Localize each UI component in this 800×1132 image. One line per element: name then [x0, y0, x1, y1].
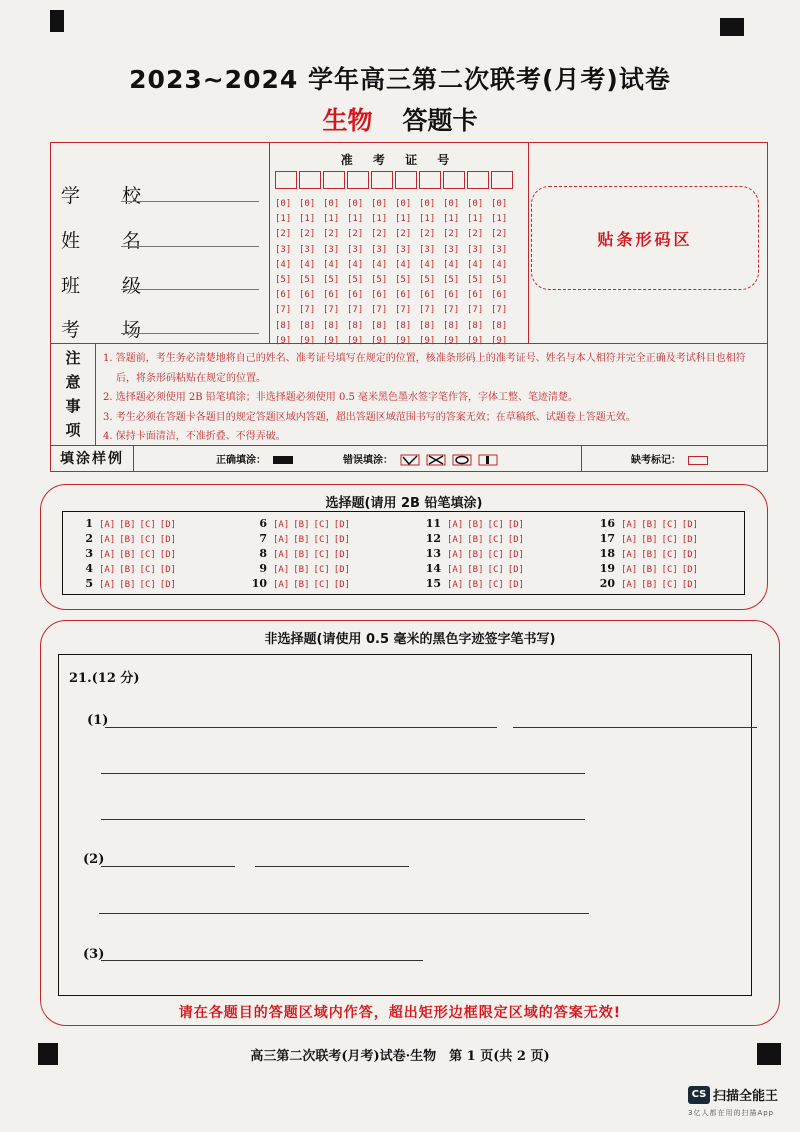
digit-bubble[interactable]: [9]: [491, 335, 508, 346]
option-bubble[interactable]: [C]: [139, 565, 156, 575]
registration-mark-top-left: [50, 10, 64, 32]
digit-bubble[interactable]: [3]: [467, 244, 484, 255]
option-bubble[interactable]: [B]: [293, 580, 310, 590]
option-bubble[interactable]: [B]: [467, 580, 484, 590]
option-bubble[interactable]: [D]: [333, 535, 351, 545]
digit-bubble[interactable]: [2]: [275, 229, 292, 240]
option-bubble[interactable]: [A]: [447, 565, 464, 575]
mc-question: [593, 577, 702, 590]
option-bubble[interactable]: [D]: [681, 520, 699, 530]
option-bubble[interactable]: [B]: [641, 520, 658, 530]
digit-bubble[interactable]: [4]: [299, 259, 316, 270]
scanner-watermark: [688, 1084, 778, 1118]
page-footer: 高三第二次联考(月考)试卷·生物 第 1 页(共 2 页): [250, 1049, 550, 1064]
mc-question: [71, 577, 180, 590]
digit-bubble[interactable]: [3]: [395, 244, 412, 255]
digit-bubble[interactable]: [1]: [467, 214, 484, 225]
mc-question: [419, 517, 528, 530]
option-bubble[interactable]: [D]: [681, 535, 699, 545]
option-bubble[interactable]: [A]: [99, 550, 116, 560]
field-label-school: 学 校: [61, 185, 160, 207]
admission-number-grid: [269, 143, 529, 346]
part-1-label: (1): [87, 713, 109, 728]
digit-bubble[interactable]: [0]: [395, 199, 412, 209]
option-bubble[interactable]: [D]: [507, 580, 525, 590]
option-bubble[interactable]: [A]: [273, 565, 290, 575]
option-bubble[interactable]: [B]: [467, 520, 484, 530]
mc-section-title: 选择题(请用 2B 铅笔填涂): [325, 496, 483, 511]
digit-bubble[interactable]: [7]: [323, 305, 340, 316]
digit-bubble[interactable]: [0]: [491, 199, 508, 209]
digit-bubble[interactable]: [8]: [491, 320, 508, 331]
digit-bubble[interactable]: [1]: [395, 214, 412, 225]
digit-bubble[interactable]: [1]: [371, 214, 388, 225]
admission-digit-box[interactable]: [443, 171, 465, 189]
option-bubble[interactable]: [A]: [447, 550, 464, 560]
barcode-placeholder: 贴条形码区: [531, 186, 759, 290]
option-bubble[interactable]: [A]: [621, 520, 638, 530]
digit-bubble[interactable]: [2]: [395, 229, 412, 240]
field-label-class: 班 级: [61, 275, 160, 297]
digit-bubble[interactable]: [0]: [323, 199, 340, 209]
digit-bubble[interactable]: [1]: [491, 214, 508, 225]
admission-digit-box[interactable]: [467, 171, 489, 189]
option-bubble[interactable]: [C]: [313, 520, 330, 530]
absent-mark-box[interactable]: [688, 456, 708, 465]
digit-bubble[interactable]: [0]: [467, 199, 484, 209]
barcode-area: [527, 143, 767, 343]
digit-bubble[interactable]: [4]: [275, 259, 292, 270]
digit-bubble[interactable]: [9]: [467, 335, 484, 346]
option-bubble[interactable]: [D]: [333, 550, 351, 560]
digit-bubble[interactable]: [0]: [275, 199, 292, 209]
digit-bubble[interactable]: [5]: [371, 275, 388, 286]
admission-digit-box[interactable]: [275, 171, 297, 189]
digit-bubble[interactable]: [5]: [491, 275, 508, 286]
option-bubble[interactable]: [C]: [139, 520, 156, 530]
digit-bubble[interactable]: [7]: [491, 305, 508, 316]
admission-digit-column: [419, 197, 441, 349]
name-input-line[interactable]: [121, 246, 259, 247]
admission-digit-column: [491, 197, 513, 349]
answer-line[interactable]: [105, 727, 497, 728]
option-bubble[interactable]: [A]: [273, 535, 290, 545]
digit-bubble[interactable]: [9]: [275, 335, 292, 346]
admission-digit-column: [323, 197, 345, 349]
digit-bubble[interactable]: [4]: [347, 259, 364, 270]
option-bubble[interactable]: [D]: [681, 565, 699, 575]
digit-bubble[interactable]: [4]: [491, 259, 508, 270]
option-bubble[interactable]: [C]: [139, 580, 156, 590]
digit-bubble[interactable]: [7]: [467, 305, 484, 316]
digit-bubble[interactable]: [1]: [275, 214, 292, 225]
digit-bubble[interactable]: [1]: [299, 214, 316, 225]
camscanner-logo: CS: [688, 1086, 710, 1104]
admission-digit-box[interactable]: [395, 171, 417, 189]
digit-bubble[interactable]: [3]: [443, 244, 460, 255]
option-bubble[interactable]: [B]: [641, 580, 658, 590]
camscanner-name: 扫描全能王: [713, 1089, 779, 1104]
digit-bubble[interactable]: [3]: [323, 244, 340, 255]
page-title: 2023~2024 学年高三第二次联考(月考)试卷: [129, 65, 671, 94]
option-bubble[interactable]: [D]: [507, 550, 525, 560]
digit-bubble[interactable]: [9]: [299, 335, 316, 346]
mc-question: [593, 532, 702, 545]
digit-bubble[interactable]: [8]: [395, 320, 412, 331]
digit-bubble[interactable]: [5]: [395, 275, 412, 286]
option-bubble[interactable]: [A]: [99, 520, 116, 530]
mc-question: [593, 562, 702, 575]
digit-bubble[interactable]: [1]: [323, 214, 340, 225]
digit-bubble[interactable]: [1]: [347, 214, 364, 225]
option-bubble[interactable]: [C]: [139, 535, 156, 545]
digit-bubble[interactable]: [7]: [371, 305, 388, 316]
digit-bubble[interactable]: [8]: [467, 320, 484, 331]
option-bubble[interactable]: [B]: [119, 535, 136, 545]
digit-bubble[interactable]: [5]: [347, 275, 364, 286]
mc-question: [245, 562, 354, 575]
question-number: 6: [259, 517, 267, 530]
digit-bubble[interactable]: [9]: [347, 335, 364, 346]
digit-bubble[interactable]: [8]: [347, 320, 364, 331]
option-bubble[interactable]: [A]: [621, 535, 638, 545]
option-bubble[interactable]: [A]: [99, 580, 116, 590]
digit-bubble[interactable]: [7]: [419, 305, 436, 316]
digit-bubble[interactable]: [2]: [467, 229, 484, 240]
correct-fill-label: 正确填涂：: [216, 451, 293, 466]
digit-bubble[interactable]: [3]: [347, 244, 364, 255]
digit-bubble[interactable]: [6]: [299, 290, 316, 301]
option-bubble[interactable]: [D]: [333, 520, 351, 530]
digit-bubble[interactable]: [2]: [371, 229, 388, 240]
option-bubble[interactable]: [D]: [159, 535, 177, 545]
page-subtitle: [0, 101, 800, 137]
digit-bubble[interactable]: [2]: [419, 229, 436, 240]
answer-area-q21[interactable]: [58, 654, 752, 996]
question-number: 7: [259, 532, 267, 545]
digit-bubble[interactable]: [6]: [323, 290, 340, 301]
digit-bubble[interactable]: [8]: [323, 320, 340, 331]
digit-bubble[interactable]: [5]: [323, 275, 340, 286]
digit-bubble[interactable]: [2]: [347, 229, 364, 240]
digit-bubble[interactable]: [6]: [347, 290, 364, 301]
option-bubble[interactable]: [B]: [119, 520, 136, 530]
mc-question: [71, 562, 180, 575]
admission-digit-column: [347, 197, 369, 349]
option-bubble[interactable]: [B]: [467, 535, 484, 545]
digit-bubble[interactable]: [6]: [419, 290, 436, 301]
option-bubble[interactable]: [D]: [333, 580, 351, 590]
question-number: 15: [425, 577, 441, 590]
absent-mark-label: 缺考标记：: [631, 451, 708, 466]
digit-bubble[interactable]: [4]: [371, 259, 388, 270]
question-number: 11: [425, 517, 441, 530]
option-bubble[interactable]: [C]: [487, 580, 504, 590]
digit-bubble[interactable]: [5]: [443, 275, 460, 286]
digit-bubble[interactable]: [8]: [275, 320, 292, 331]
digit-bubble[interactable]: [3]: [419, 244, 436, 255]
field-label-name: 姓 名: [61, 230, 160, 252]
option-bubble[interactable]: [A]: [621, 580, 638, 590]
question-number: 19: [599, 562, 615, 575]
digit-bubble[interactable]: [0]: [443, 199, 460, 209]
digit-bubble[interactable]: [4]: [443, 259, 460, 270]
option-bubble[interactable]: [B]: [641, 535, 658, 545]
note-item: 3. 考生必须在答题卡各题目的规定答题区域内答题，超出答题区域范围书写的答案无效；在草稿纸、试题卷上答题无效。: [103, 411, 636, 423]
mc-question: [593, 547, 702, 560]
question-number: 5: [85, 577, 93, 590]
question-number: 18: [599, 547, 615, 560]
option-bubble[interactable]: [B]: [467, 550, 484, 560]
notes-list: [103, 349, 763, 447]
option-bubble[interactable]: [A]: [447, 535, 464, 545]
digit-bubble[interactable]: [3]: [371, 244, 388, 255]
digit-bubble[interactable]: [4]: [323, 259, 340, 270]
option-bubble[interactable]: [B]: [641, 550, 658, 560]
option-bubble[interactable]: [C]: [313, 550, 330, 560]
admission-digit-box[interactable]: [323, 171, 345, 189]
note-item: 4. 保持卡面清洁，不准折叠、不得弄破。: [103, 431, 286, 442]
option-bubble[interactable]: [D]: [507, 520, 525, 530]
camscanner-tagline: 3亿人都在用的扫描App: [688, 1109, 775, 1117]
fill-example-row: [51, 445, 767, 471]
info-box: [50, 142, 768, 472]
mc-answer-grid: [62, 511, 745, 595]
digit-bubble[interactable]: [3]: [299, 244, 316, 255]
digit-bubble[interactable]: [4]: [395, 259, 412, 270]
question-number: 4: [85, 562, 93, 575]
admission-digit-box[interactable]: [371, 171, 393, 189]
option-bubble[interactable]: [A]: [447, 580, 464, 590]
digit-bubble[interactable]: [3]: [491, 244, 508, 255]
option-bubble[interactable]: [C]: [313, 535, 330, 545]
note-item: 1. 答题前，考生务必清楚地将自己的姓名、准考证号填写在规定的位置，核准条形码上的准考证号、姓名与本人相符并完全正确及考试科目也相符后，将条形码粘贴在规定的位置。: [103, 353, 746, 384]
digit-bubble[interactable]: [2]: [491, 229, 508, 240]
digit-bubble[interactable]: [9]: [443, 335, 460, 346]
digit-bubble[interactable]: [6]: [371, 290, 388, 301]
question-number: 13: [425, 547, 441, 560]
option-bubble[interactable]: [B]: [293, 535, 310, 545]
fill-example-heading: 填涂样例: [51, 445, 134, 471]
free-section-title: 非选择题(请使用 0.5 毫米的黑色字迹签字笔书写): [264, 632, 556, 647]
fill-divider: [581, 445, 582, 471]
digit-bubble[interactable]: [5]: [467, 275, 484, 286]
question-21-label: 21.(12 分): [69, 671, 140, 686]
option-bubble[interactable]: [D]: [159, 565, 177, 575]
mc-question: [245, 577, 354, 590]
digit-bubble[interactable]: [5]: [419, 275, 436, 286]
option-bubble[interactable]: [D]: [507, 535, 525, 545]
note-item: 2. 选择题必须使用 2B 铅笔填涂；非选择题必须使用 0.5 毫米黑色墨水签字笔作答，字体工整、笔迹清楚。: [103, 392, 579, 403]
question-number: 10: [251, 577, 267, 590]
question-number: 2: [85, 532, 93, 545]
digit-bubble[interactable]: [6]: [395, 290, 412, 301]
mc-question: [245, 547, 354, 560]
digit-bubble[interactable]: [2]: [299, 229, 316, 240]
option-bubble[interactable]: [A]: [99, 565, 116, 575]
option-bubble[interactable]: [A]: [447, 520, 464, 530]
digit-bubble[interactable]: [7]: [395, 305, 412, 316]
digit-bubble[interactable]: [9]: [371, 335, 388, 346]
question-number: 8: [259, 547, 267, 560]
mc-question: [419, 532, 528, 545]
answer-line[interactable]: [101, 960, 423, 961]
digit-bubble[interactable]: [6]: [275, 290, 292, 301]
digit-bubble[interactable]: [4]: [419, 259, 436, 270]
digit-bubble[interactable]: [9]: [323, 335, 340, 346]
admission-number-cells: [275, 171, 515, 189]
mc-question: [71, 517, 180, 530]
answer-line[interactable]: [513, 727, 757, 728]
option-bubble[interactable]: [C]: [661, 550, 678, 560]
correct-fill-sample: [273, 456, 293, 464]
digit-bubble[interactable]: [0]: [419, 199, 436, 209]
admission-digit-column: [443, 197, 465, 349]
digit-bubble[interactable]: [0]: [371, 199, 388, 209]
question-number: 12: [425, 532, 441, 545]
digit-bubble[interactable]: [5]: [275, 275, 292, 286]
option-bubble[interactable]: [C]: [661, 580, 678, 590]
option-bubble[interactable]: [C]: [313, 580, 330, 590]
option-bubble[interactable]: [C]: [487, 520, 504, 530]
admission-digit-box[interactable]: [299, 171, 321, 189]
mc-question: [419, 577, 528, 590]
digit-bubble[interactable]: [0]: [299, 199, 316, 209]
answer-area-warning: 请在各题目的答题区域内作答，超出矩形边框限定区域的答案无效!: [178, 1005, 622, 1021]
option-bubble[interactable]: [C]: [661, 535, 678, 545]
answer-line[interactable]: [101, 819, 585, 820]
answer-line[interactable]: [101, 773, 585, 774]
digit-bubble[interactable]: [5]: [299, 275, 316, 286]
part-3-label: (3): [83, 947, 105, 962]
mc-question: [419, 547, 528, 560]
registration-mark-top-right: [720, 18, 744, 36]
admission-digit-column: [467, 197, 489, 349]
option-bubble[interactable]: [D]: [681, 550, 699, 560]
digit-bubble[interactable]: [7]: [347, 305, 364, 316]
school-input-line[interactable]: [121, 201, 259, 202]
option-bubble[interactable]: [B]: [467, 565, 484, 575]
digit-bubble[interactable]: [9]: [419, 335, 436, 346]
class-input-line[interactable]: [121, 289, 259, 290]
option-bubble[interactable]: [D]: [681, 580, 699, 590]
digit-bubble[interactable]: [1]: [419, 214, 436, 225]
answer-line[interactable]: [101, 866, 235, 867]
admission-digit-column: [395, 197, 417, 349]
digit-bubble[interactable]: [7]: [275, 305, 292, 316]
admission-digit-column: [299, 197, 321, 349]
option-bubble[interactable]: [D]: [333, 565, 351, 575]
option-bubble[interactable]: [A]: [273, 520, 290, 530]
option-bubble[interactable]: [B]: [641, 565, 658, 575]
option-bubble[interactable]: [C]: [661, 520, 678, 530]
digit-bubble[interactable]: [8]: [443, 320, 460, 331]
answer-line[interactable]: [255, 866, 409, 867]
question-number: 3: [85, 547, 93, 560]
digit-bubble[interactable]: [1]: [443, 214, 460, 225]
mc-question: [419, 562, 528, 575]
option-bubble[interactable]: [D]: [159, 550, 177, 560]
subject-name: 生物: [322, 106, 373, 135]
option-bubble[interactable]: [D]: [159, 520, 177, 530]
question-number: 20: [599, 577, 615, 590]
option-bubble[interactable]: [B]: [119, 580, 136, 590]
option-bubble[interactable]: [A]: [273, 580, 290, 590]
option-bubble[interactable]: [C]: [661, 565, 678, 575]
admission-digit-column: [275, 197, 297, 349]
digit-bubble[interactable]: [6]: [467, 290, 484, 301]
wrong-fill-samples-icon: [400, 454, 510, 466]
question-number: 16: [599, 517, 615, 530]
option-bubble[interactable]: [B]: [293, 565, 310, 575]
option-bubble[interactable]: [C]: [487, 565, 504, 575]
digit-bubble[interactable]: [8]: [299, 320, 316, 331]
card-label: 答题卡: [402, 106, 478, 135]
digit-bubble[interactable]: [4]: [467, 259, 484, 270]
divider: [51, 343, 767, 344]
mc-question: [71, 532, 180, 545]
mc-question: [593, 517, 702, 530]
part-2-label: (2): [83, 852, 105, 867]
digit-bubble[interactable]: [0]: [347, 199, 364, 209]
option-bubble[interactable]: [C]: [487, 550, 504, 560]
answer-line[interactable]: [99, 913, 589, 914]
question-number: 1: [85, 517, 93, 530]
admission-digit-column: [371, 197, 393, 349]
question-number: 9: [259, 562, 267, 575]
option-bubble[interactable]: [C]: [139, 550, 156, 560]
digit-bubble[interactable]: [8]: [419, 320, 436, 331]
admission-digit-box[interactable]: [347, 171, 369, 189]
option-bubble[interactable]: [A]: [621, 565, 638, 575]
option-bubble[interactable]: [A]: [621, 550, 638, 560]
question-number: 17: [599, 532, 615, 545]
option-bubble[interactable]: [C]: [313, 565, 330, 575]
wrong-fill-label: 错误填涂：: [343, 451, 510, 466]
option-bubble[interactable]: [A]: [273, 550, 290, 560]
option-bubble[interactable]: [D]: [507, 565, 525, 575]
notes-heading: 注 意 事 项: [51, 343, 96, 445]
digit-bubble[interactable]: [2]: [323, 229, 340, 240]
option-bubble[interactable]: [D]: [159, 580, 177, 590]
option-bubble[interactable]: [B]: [119, 565, 136, 575]
digit-bubble[interactable]: [3]: [275, 244, 292, 255]
option-bubble[interactable]: [B]: [293, 520, 310, 530]
mc-question: [245, 532, 354, 545]
digit-bubble[interactable]: [6]: [491, 290, 508, 301]
digit-bubble[interactable]: [7]: [443, 305, 460, 316]
digit-bubble[interactable]: [6]: [443, 290, 460, 301]
option-bubble[interactable]: [A]: [99, 535, 116, 545]
question-number: 14: [425, 562, 441, 575]
digit-bubble[interactable]: [2]: [443, 229, 460, 240]
digit-bubble[interactable]: [8]: [371, 320, 388, 331]
admission-digit-box[interactable]: [491, 171, 513, 189]
option-bubble[interactable]: [C]: [487, 535, 504, 545]
room-input-line[interactable]: [121, 333, 259, 334]
field-label-room: 考 场: [61, 319, 160, 341]
option-bubble[interactable]: [B]: [293, 550, 310, 560]
admission-number-title: 准 考 证 号: [340, 153, 458, 167]
option-bubble[interactable]: [B]: [119, 550, 136, 560]
mc-question: [71, 547, 180, 560]
digit-bubble[interactable]: [7]: [299, 305, 316, 316]
admission-digit-box[interactable]: [419, 171, 441, 189]
digit-bubble[interactable]: [9]: [395, 335, 412, 346]
mc-question: [245, 517, 354, 530]
